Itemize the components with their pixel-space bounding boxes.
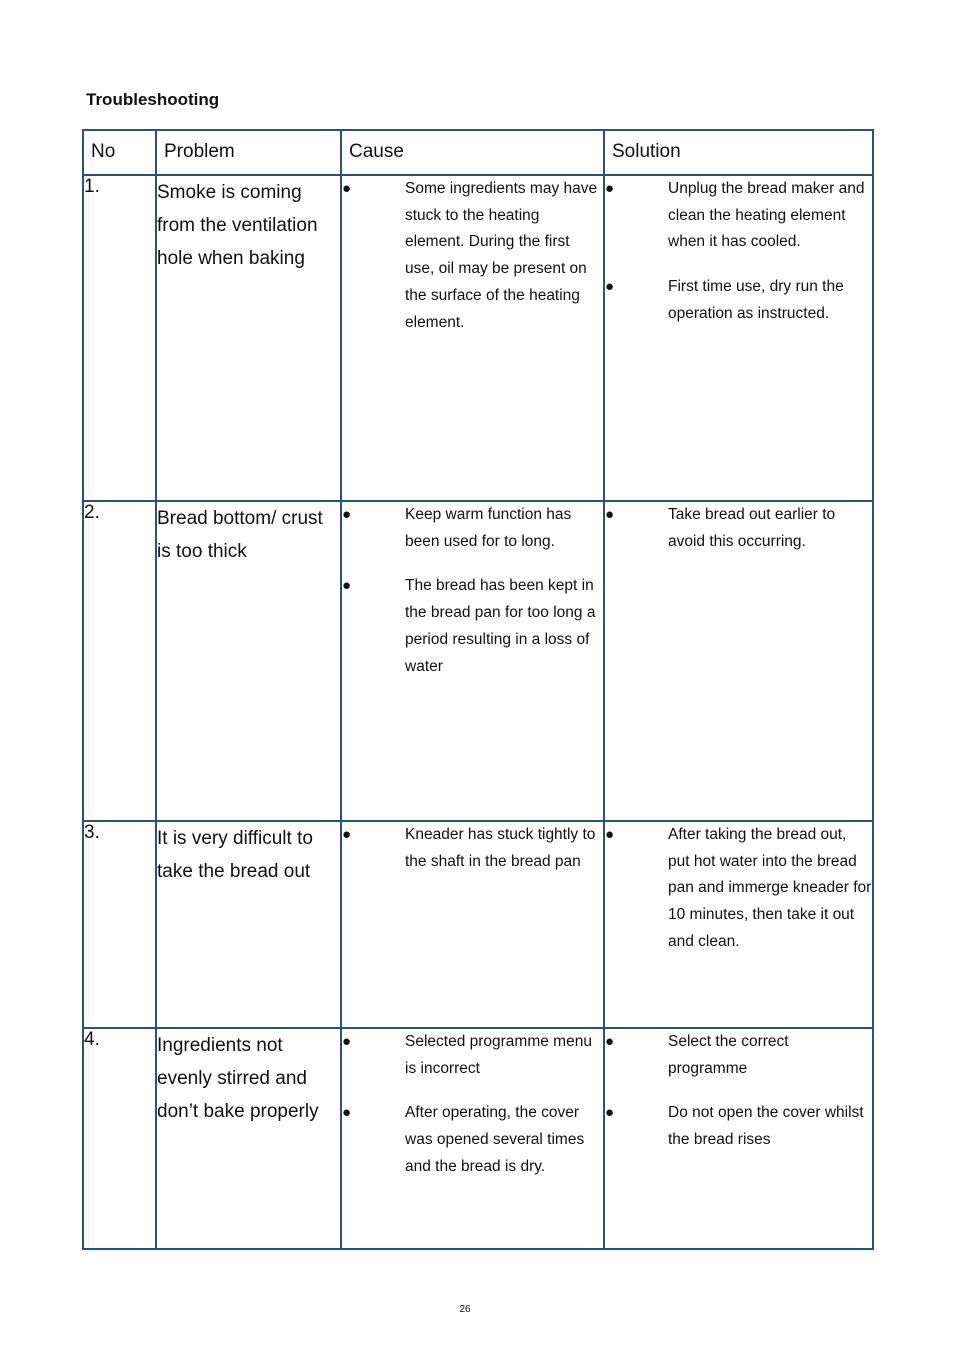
header-solution: Solution bbox=[604, 130, 873, 175]
header-cause: Cause bbox=[341, 130, 604, 175]
cause-cell bbox=[341, 175, 604, 501]
bullet-icon: ● bbox=[605, 826, 615, 843]
header-no: No bbox=[83, 130, 156, 175]
cause-text: Selected programme menu is incorrect bbox=[405, 1033, 592, 1077]
solution-item bbox=[605, 502, 872, 555]
cause-cell bbox=[341, 501, 604, 821]
cause-list bbox=[342, 176, 603, 336]
solution-text: Take bread out earlier to avoid this occurring. bbox=[668, 506, 836, 550]
page-heading: Troubleshooting bbox=[86, 90, 220, 109]
solution-list bbox=[605, 176, 872, 328]
bullet-icon: ● bbox=[342, 180, 352, 197]
solution-item bbox=[605, 176, 872, 256]
bullet-icon: ● bbox=[342, 1104, 352, 1122]
solution-item bbox=[605, 1100, 872, 1153]
cause-item bbox=[342, 573, 603, 680]
cause-cell bbox=[341, 1028, 604, 1249]
solution-list bbox=[605, 822, 872, 956]
row-number: 1. bbox=[83, 175, 156, 501]
troubleshooting-table bbox=[82, 129, 874, 1250]
solution-cell bbox=[604, 501, 873, 821]
solution-item bbox=[605, 822, 872, 956]
solution-text: After taking the bread out, put hot water into the bread pan and immerge kneader for 10 minutes, then take it out and clean. bbox=[668, 826, 872, 950]
solution-item bbox=[605, 274, 872, 327]
cause-text: Some ingredients may have stuck to the heating element. During the first use, oil may be present on the surface of the heating element. bbox=[405, 180, 598, 331]
bullet-icon: ● bbox=[605, 278, 615, 296]
cause-cell bbox=[341, 821, 604, 1028]
cause-list bbox=[342, 502, 603, 680]
solution-list bbox=[605, 502, 872, 555]
table-row bbox=[83, 1028, 873, 1249]
solution-text: Do not open the cover whilst the bread rises bbox=[668, 1104, 864, 1149]
cause-item bbox=[342, 822, 603, 875]
solution-item bbox=[605, 1029, 872, 1082]
cause-text: After operating, the cover was opened several times and the bread is dry. bbox=[405, 1104, 585, 1175]
bullet-icon: ● bbox=[342, 826, 352, 843]
bullet-icon: ● bbox=[605, 1033, 615, 1050]
row-number: 2. bbox=[83, 501, 156, 821]
row-number: 3. bbox=[83, 821, 156, 1028]
solution-list bbox=[605, 1029, 872, 1154]
row-number: 4. bbox=[83, 1028, 156, 1249]
table-header-row bbox=[83, 130, 873, 175]
page-number: 26 bbox=[459, 1304, 471, 1315]
solution-cell bbox=[604, 175, 873, 501]
cause-item bbox=[342, 1029, 603, 1082]
problem-text: It is very difficult to take the bread out bbox=[156, 821, 341, 1028]
cause-item bbox=[342, 176, 603, 336]
bullet-icon: ● bbox=[605, 506, 615, 523]
table-row bbox=[83, 501, 873, 821]
problem-text: Bread bottom/ crust is too thick bbox=[156, 501, 341, 821]
cause-list bbox=[342, 1029, 603, 1181]
cause-text: The bread has been kept in the bread pan for too long a period resulting in a loss of water bbox=[405, 577, 596, 675]
header-problem: Problem bbox=[156, 130, 341, 175]
table-row bbox=[83, 821, 873, 1028]
solution-cell bbox=[604, 821, 873, 1028]
problem-text: Ingredients not evenly stirred and don’t bake properly bbox=[156, 1028, 341, 1249]
solution-cell bbox=[604, 1028, 873, 1249]
cause-item bbox=[342, 1100, 603, 1180]
bullet-icon: ● bbox=[605, 1104, 615, 1122]
bullet-icon: ● bbox=[605, 180, 615, 197]
solution-text: Select the correct programme bbox=[668, 1033, 789, 1077]
solution-text: Unplug the bread maker and clean the heating element when it has cooled. bbox=[668, 180, 865, 251]
bullet-icon: ● bbox=[342, 577, 352, 595]
cause-item bbox=[342, 502, 603, 555]
cause-text: Keep warm function has been used for to long. bbox=[405, 506, 572, 550]
problem-text: Smoke is coming from the ventilation hole when baking bbox=[156, 175, 341, 501]
bullet-icon: ● bbox=[342, 1033, 352, 1050]
cause-text: Kneader has stuck tightly to the shaft in the bread pan bbox=[405, 826, 596, 870]
bullet-icon: ● bbox=[342, 506, 352, 523]
cause-list bbox=[342, 822, 603, 875]
solution-text: First time use, dry run the operation as instructed. bbox=[668, 278, 844, 322]
table-row bbox=[83, 175, 873, 501]
